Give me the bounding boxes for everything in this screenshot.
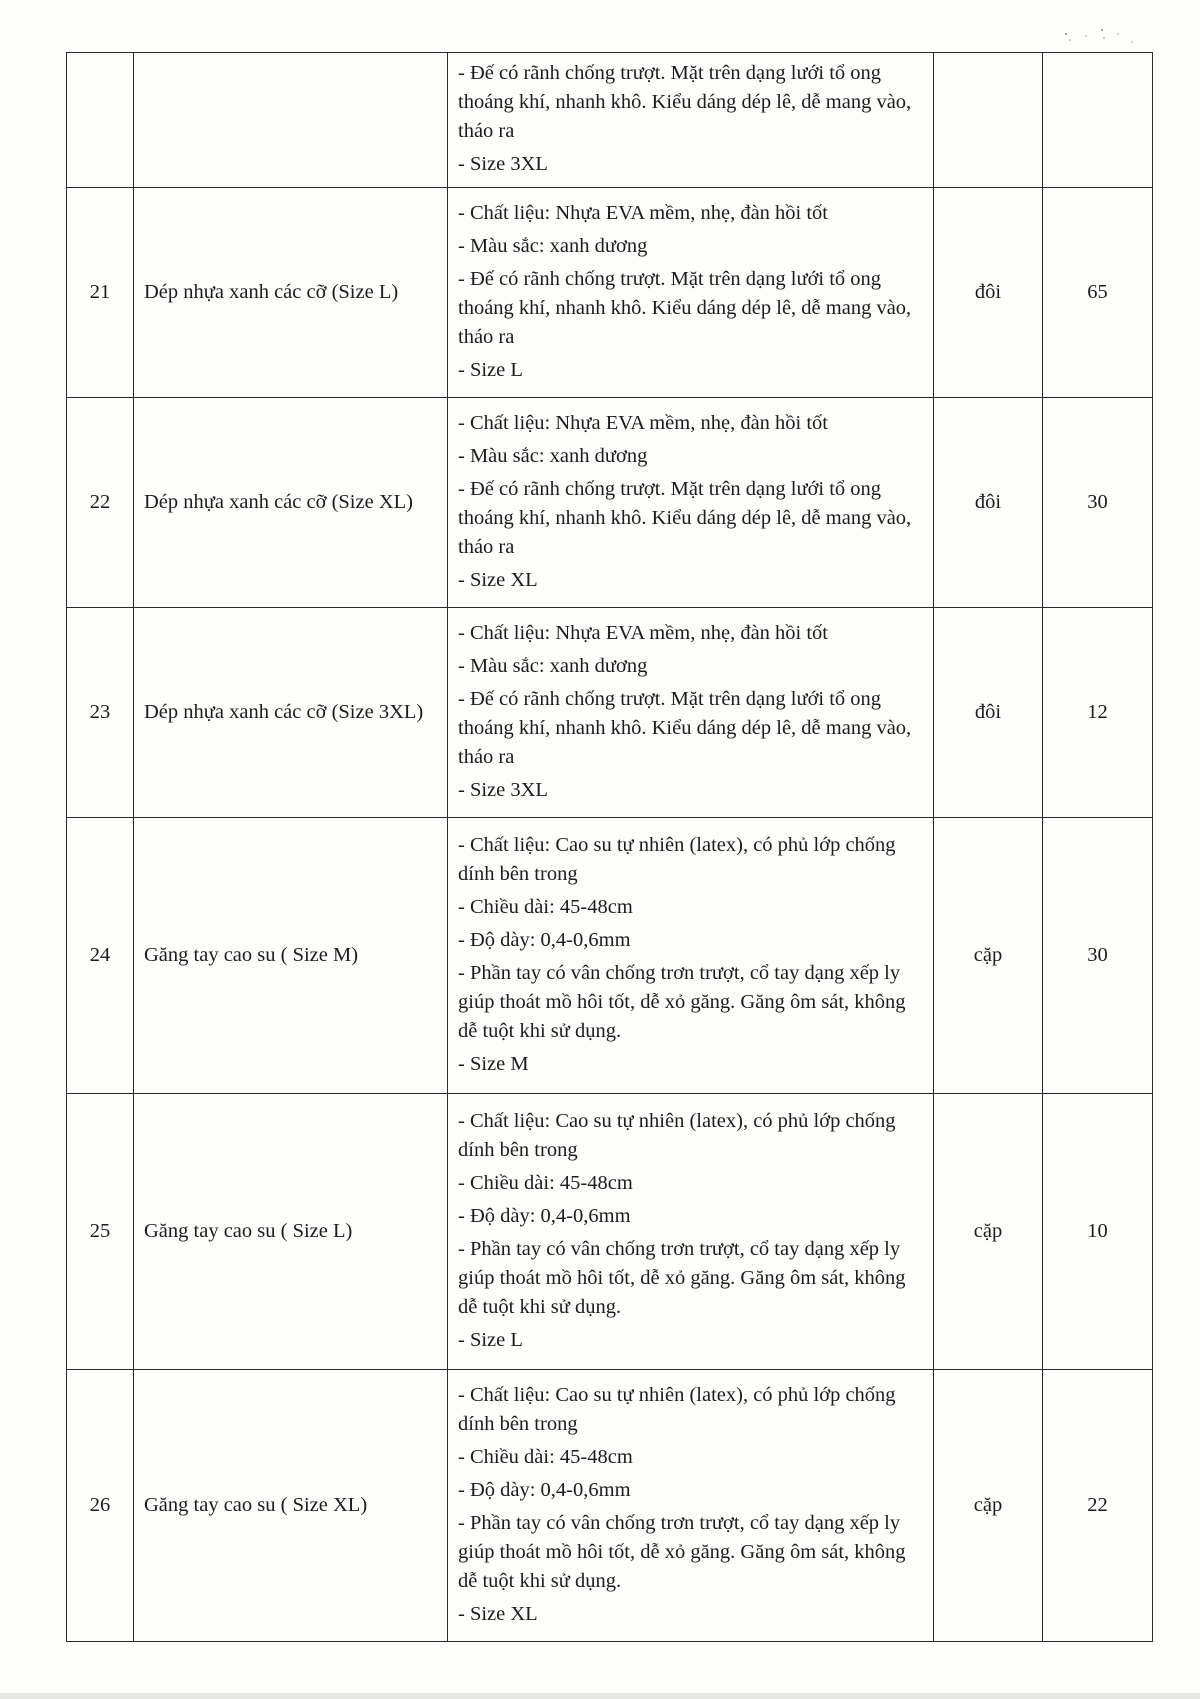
item-quantity: 12 [1043,608,1153,818]
items-table-body [67,53,1153,1642]
description-line: - Size XL [458,1602,538,1625]
description-line: - Phần tay có vân chống trơn trượt, cổ tay dạng xếp ly giúp thoát mồ hôi tốt, dễ xỏ găng. Găng ôm sát, không dễ tuột khi sử dụng. [458,1511,906,1592]
description-line: - Size 3XL [458,153,548,175]
row-number: 23 [67,608,134,818]
item-unit: cặp [934,818,1043,1094]
description-line: - Chất liệu: Cao su tự nhiên (latex), có phủ lớp chống dính bên trong [458,833,896,885]
table-row [67,53,1153,188]
description-line: - Đế có rãnh chống trượt. Mặt trên dạng lưới tổ ong thoáng khí, nhanh khô. Kiểu dáng dép lê, dễ mang vào, tháo ra [458,477,912,558]
description-line: - Đế có rãnh chống trượt. Mặt trên dạng lưới tổ ong thoáng khí, nhanh khô. Kiểu dáng dép lê, dễ mang vào, tháo ra [458,267,912,348]
table-row [67,1094,1153,1370]
page-bottom-edge [0,1693,1200,1699]
description-line: - Chất liệu: Nhựa EVA mềm, nhẹ, đàn hồi tốt [458,201,829,224]
item-quantity: 22 [1043,1370,1153,1642]
item-unit: đôi [934,188,1043,398]
description-line: - Chất liệu: Nhựa EVA mềm, nhẹ, đàn hồi tốt [458,621,829,644]
item-description [448,188,934,398]
description-line: - Chất liệu: Cao su tự nhiên (latex), có phủ lớp chống dính bên trong [458,1109,896,1161]
item-unit: đôi [934,608,1043,818]
item-unit: cặp [934,1094,1043,1370]
item-quantity: 65 [1043,188,1153,398]
description-line: - Chất liệu: Nhựa EVA mềm, nhẹ, đàn hồi tốt [458,411,829,434]
scan-speck-mark [1056,22,1140,46]
row-number: 22 [67,398,134,608]
item-quantity: 10 [1043,1094,1153,1370]
description-line: - Size XL [458,568,538,591]
table-row [67,1370,1153,1642]
description-line: - Size L [458,358,523,381]
description-line: - Màu sắc: xanh dương [458,444,648,467]
item-unit: cặp [934,1370,1043,1642]
items-table [66,52,1153,1642]
description-line: - Chất liệu: Cao su tự nhiên (latex), có phủ lớp chống dính bên trong [458,1383,896,1435]
row-number: 24 [67,818,134,1094]
item-description [448,1094,934,1370]
description-line: - Màu sắc: xanh dương [458,234,648,257]
description-line: - Độ dày: 0,4-0,6mm [458,928,631,951]
item-name: Găng tay cao su ( Size L) [134,1094,448,1370]
row-number [67,53,134,188]
item-quantity: 30 [1043,818,1153,1094]
description-line: - Size L [458,1328,523,1351]
description-line: - Phần tay có vân chống trơn trượt, cổ tay dạng xếp ly giúp thoát mồ hôi tốt, dễ xỏ găng. Găng ôm sát, không dễ tuột khi sử dụng. [458,961,906,1042]
item-description [448,818,934,1094]
item-description [448,53,934,188]
item-quantity: 30 [1043,398,1153,608]
description-line: - Chiều dài: 45-48cm [458,1171,633,1194]
description-line: - Đế có rãnh chống trượt. Mặt trên dạng lưới tổ ong thoáng khí, nhanh khô. Kiểu dáng dép lê, dễ mang vào, tháo ra [458,62,912,142]
row-number: 21 [67,188,134,398]
item-name [134,53,448,188]
description-line: - Chiều dài: 45-48cm [458,895,633,918]
item-name: Dép nhựa xanh các cỡ (Size XL) [134,398,448,608]
item-description [448,1370,934,1642]
item-unit [934,53,1043,188]
item-quantity [1043,53,1153,188]
description-line: - Độ dày: 0,4-0,6mm [458,1478,631,1501]
row-number: 25 [67,1094,134,1370]
table-row [67,188,1153,398]
item-description [448,608,934,818]
item-name: Găng tay cao su ( Size XL) [134,1370,448,1642]
item-name: Găng tay cao su ( Size M) [134,818,448,1094]
item-name: Dép nhựa xanh các cỡ (Size 3XL) [134,608,448,818]
description-line: - Size 3XL [458,778,548,801]
table-row [67,398,1153,608]
description-line: - Size M [458,1052,529,1075]
item-description [448,398,934,608]
table-row [67,608,1153,818]
item-unit: đôi [934,398,1043,608]
description-line: - Màu sắc: xanh dương [458,654,648,677]
row-number: 26 [67,1370,134,1642]
description-line: - Chiều dài: 45-48cm [458,1445,633,1468]
item-name: Dép nhựa xanh các cỡ (Size L) [134,188,448,398]
description-line: - Đế có rãnh chống trượt. Mặt trên dạng lưới tổ ong thoáng khí, nhanh khô. Kiểu dáng dép lê, dễ mang vào, tháo ra [458,687,912,768]
description-line: - Phần tay có vân chống trơn trượt, cổ tay dạng xếp ly giúp thoát mồ hôi tốt, dễ xỏ găng. Găng ôm sát, không dễ tuột khi sử dụng. [458,1237,906,1318]
table-row [67,818,1153,1094]
description-line: - Độ dày: 0,4-0,6mm [458,1204,631,1227]
